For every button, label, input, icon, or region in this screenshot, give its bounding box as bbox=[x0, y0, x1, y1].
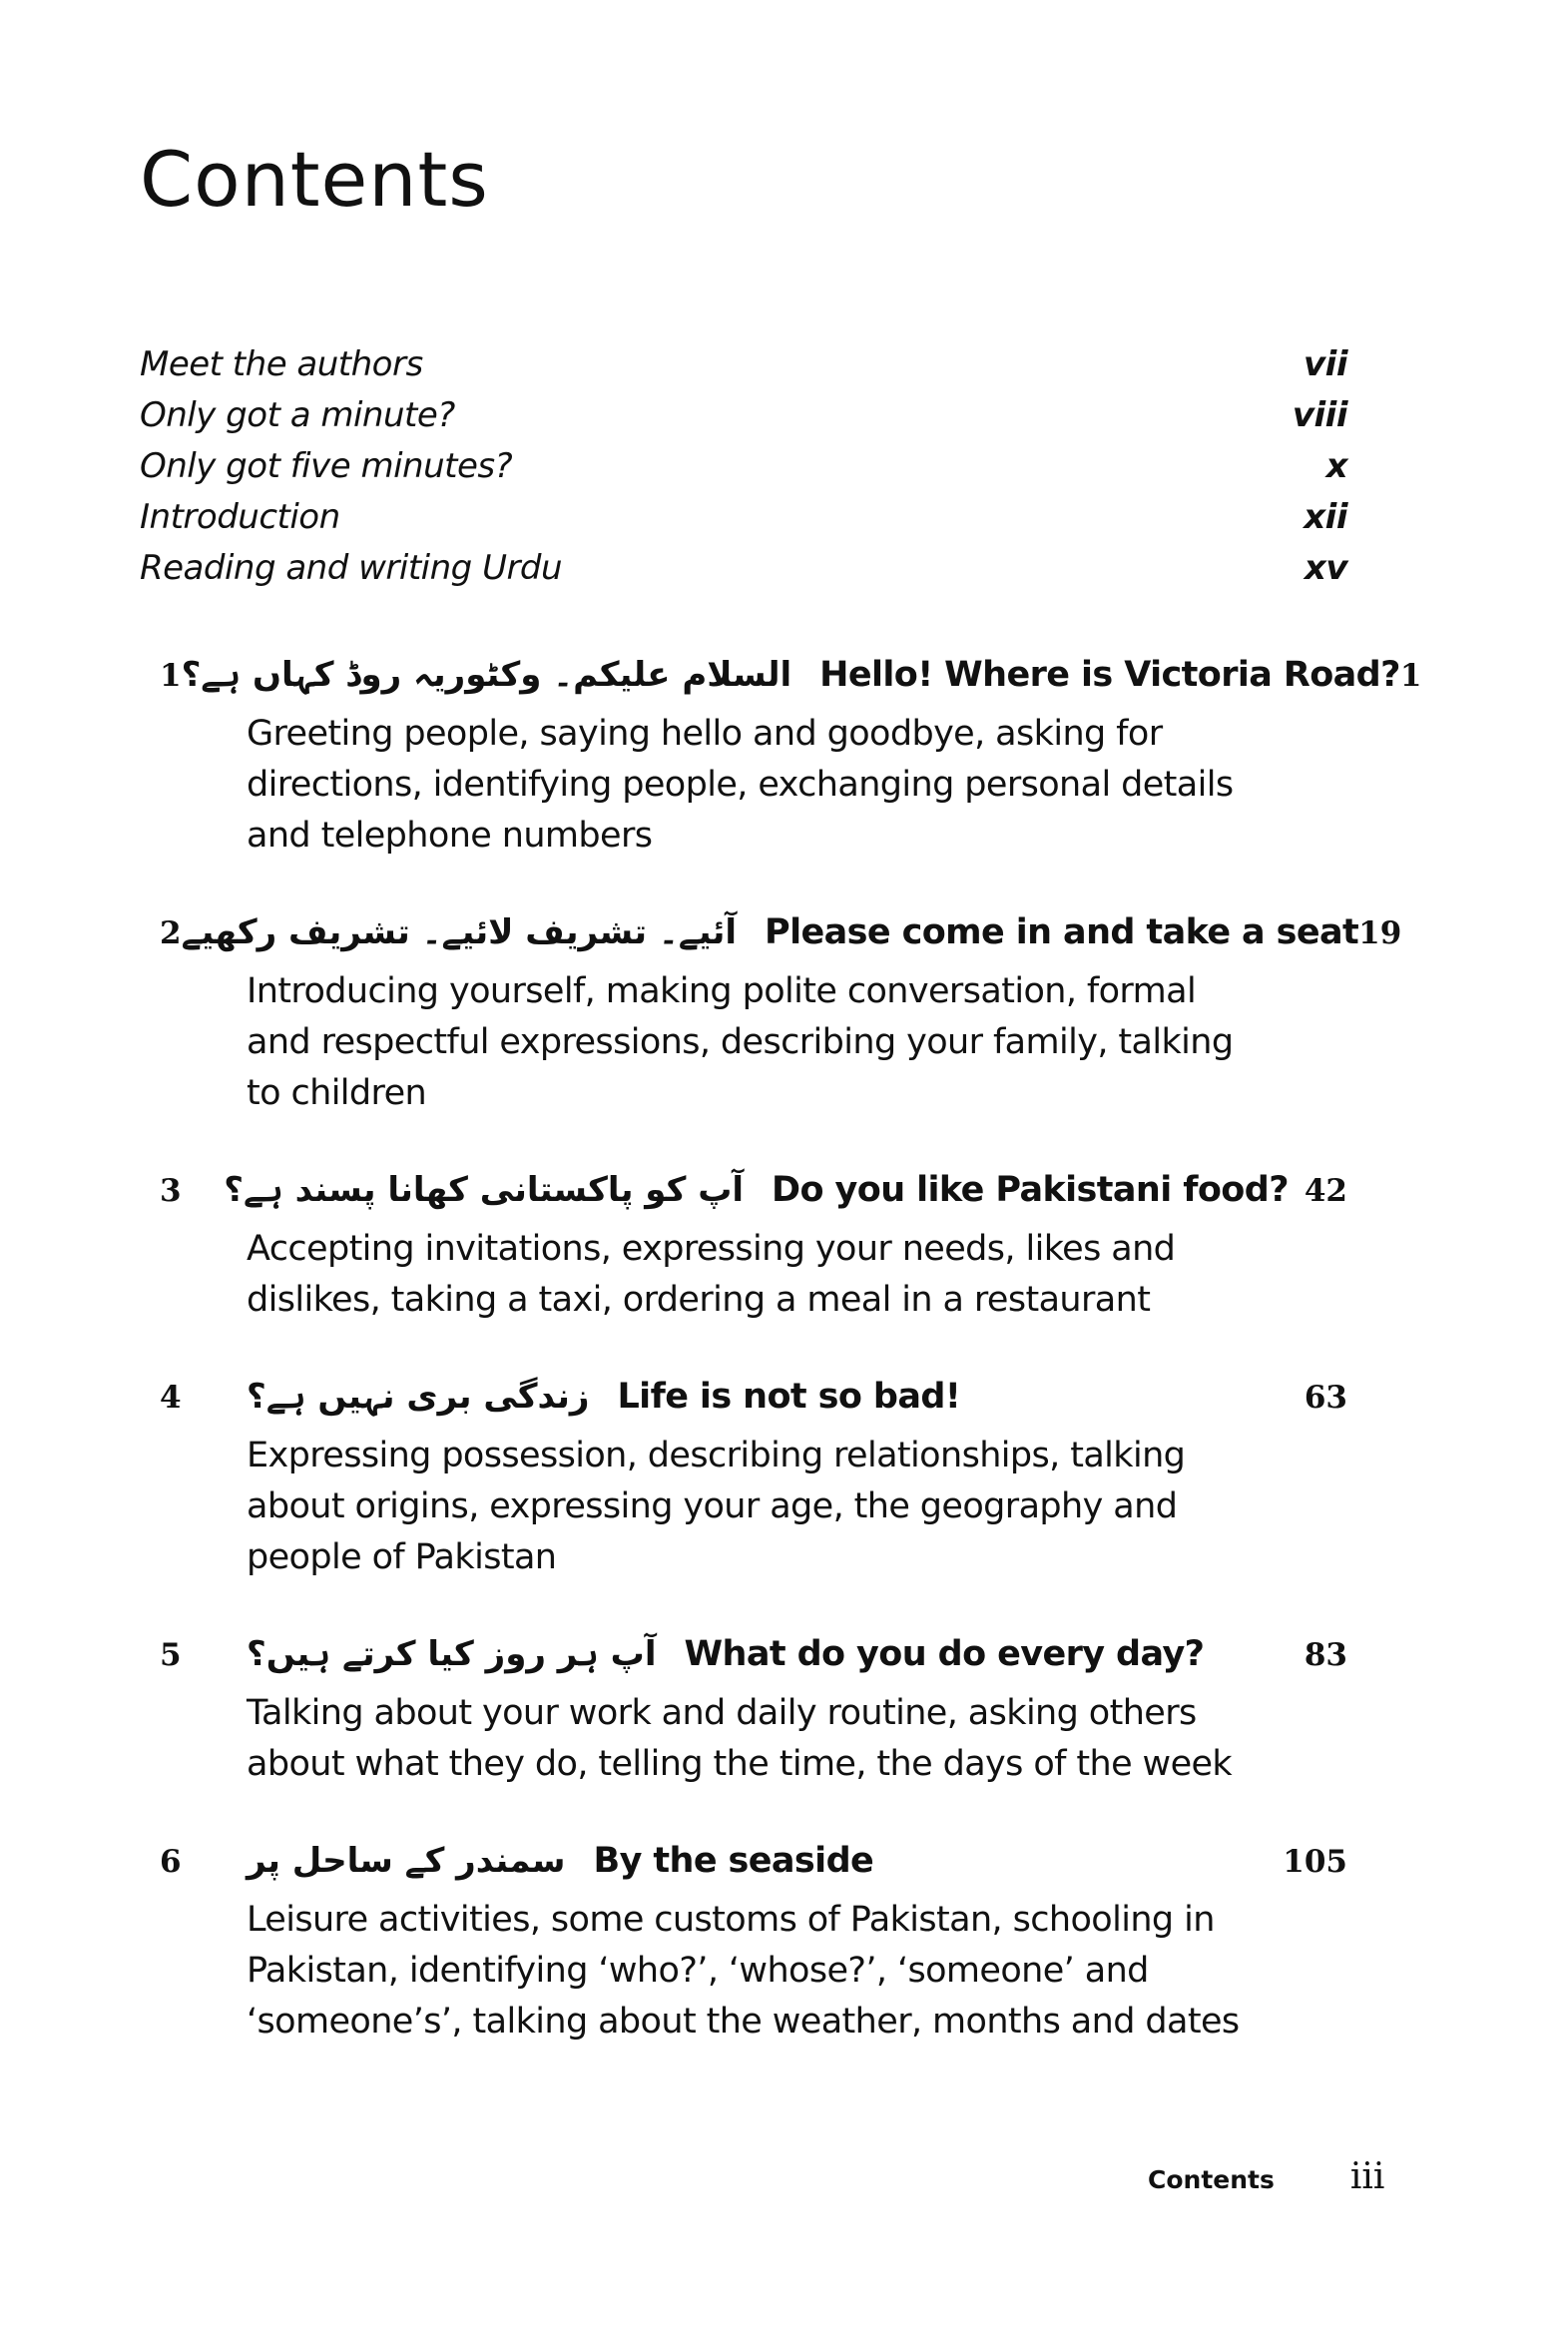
front-matter-label: Introduction bbox=[140, 497, 340, 537]
chapter-number: 1 bbox=[160, 658, 182, 694]
chapter-number: 3 bbox=[160, 1173, 182, 1209]
chapter-heading bbox=[140, 1376, 1347, 1431]
front-matter-page: viii bbox=[1292, 395, 1347, 435]
chapter-title: Do you like Pakistani food? bbox=[772, 1170, 1289, 1210]
chapter-entry bbox=[140, 654, 1422, 862]
chapter-urdu-title: آئیے۔ تشریف لائیے۔ تشریف رکھیے bbox=[181, 912, 738, 952]
front-matter-item bbox=[140, 344, 1347, 395]
front-matter-page: vii bbox=[1304, 344, 1347, 384]
chapter-page: 83 bbox=[1304, 1637, 1347, 1673]
chapter-number: 2 bbox=[160, 915, 182, 951]
page-footer bbox=[1148, 2156, 1384, 2197]
chapter-entry bbox=[140, 911, 1402, 1119]
chapter-description: Leisure activities, some customs of Pakistan, schooling in Pakistan, identifying ‘who?’, ‘whose?’, ‘someone’ and ‘someone’s’, talking about the weather, months and dates bbox=[247, 1900, 1240, 2042]
chapter-entry bbox=[140, 1840, 1347, 2048]
chapter-title: What do you do every day? bbox=[684, 1634, 1205, 1674]
front-matter-item bbox=[140, 548, 1347, 599]
chapter-entry bbox=[140, 1169, 1347, 1326]
page-title: Contents bbox=[140, 135, 489, 224]
front-matter-label: Only got a minute? bbox=[140, 395, 455, 435]
front-matter-page: x bbox=[1325, 446, 1347, 486]
chapter-heading bbox=[140, 1840, 1347, 1895]
chapter-heading bbox=[140, 1169, 1347, 1224]
front-matter-label: Reading and writing Urdu bbox=[140, 548, 563, 588]
front-matter-item bbox=[140, 446, 1347, 497]
chapter-heading bbox=[140, 911, 1402, 966]
chapter-title: Life is not so bad! bbox=[617, 1377, 961, 1417]
chapter-page: 63 bbox=[1304, 1380, 1347, 1416]
chapter-title: By the seaside bbox=[593, 1841, 874, 1881]
chapter-urdu-title: السلام علیکم۔ وکٹوریہ روڈ کہاں ہے؟ bbox=[181, 655, 792, 695]
chapter-heading bbox=[140, 654, 1422, 709]
chapter-number: 6 bbox=[160, 1844, 182, 1880]
front-matter-item bbox=[140, 497, 1347, 548]
front-matter-page: xv bbox=[1304, 548, 1347, 588]
page-number: iii bbox=[1349, 2156, 1385, 2197]
chapter-page: 105 bbox=[1283, 1844, 1347, 1880]
front-matter-list bbox=[140, 344, 1347, 599]
front-matter-label: Only got five minutes? bbox=[140, 446, 513, 486]
chapter-number: 4 bbox=[160, 1380, 182, 1416]
chapter-urdu-title: سمندر کے ساحل پر bbox=[247, 1841, 566, 1881]
chapter-title: Hello! Where is Victoria Road? bbox=[819, 655, 1400, 695]
front-matter-label: Meet the authors bbox=[140, 344, 423, 384]
chapter-entry bbox=[140, 1376, 1347, 1583]
chapter-entry bbox=[140, 1633, 1347, 1790]
chapter-page: 19 bbox=[1358, 915, 1402, 951]
front-matter-item bbox=[140, 395, 1347, 446]
running-footer-label: Contents bbox=[1148, 2165, 1275, 2194]
chapter-description: Talking about your work and daily routine, asking others about what they do, telling the time, the days of the week bbox=[247, 1693, 1233, 1784]
chapter-description: Expressing possession, describing relationships, talking about origins, expressing your age, the geography and people of Pakistan bbox=[247, 1436, 1186, 1577]
chapter-title: Please come in and take a seat bbox=[765, 912, 1359, 952]
chapter-urdu-title: آپ ہر روز کیا کرتے ہیں؟ bbox=[247, 1634, 657, 1674]
chapter-page: 1 bbox=[1399, 658, 1422, 694]
chapter-urdu-title: زندگی بری نہیں ہے؟ bbox=[247, 1377, 590, 1417]
chapter-description: Accepting invitations, expressing your needs, likes and dislikes, taking a taxi, ordering a meal in a restaurant bbox=[247, 1229, 1176, 1320]
chapter-list bbox=[140, 654, 1422, 2097]
chapter-page: 42 bbox=[1304, 1173, 1347, 1209]
chapter-description: Greeting people, saying hello and goodbye, asking for directions, identifying people, exchanging personal details and telephone numbers bbox=[247, 714, 1234, 856]
chapter-heading bbox=[140, 1633, 1347, 1688]
chapter-description: Introducing yourself, making polite conversation, formal and respectful expressions, describing your family, talking to children bbox=[247, 971, 1234, 1113]
chapter-urdu-title: آپ کو پاکستانی کھانا پسند ہے؟ bbox=[224, 1170, 745, 1210]
front-matter-page: xii bbox=[1304, 497, 1347, 537]
chapter-number: 5 bbox=[160, 1637, 182, 1673]
